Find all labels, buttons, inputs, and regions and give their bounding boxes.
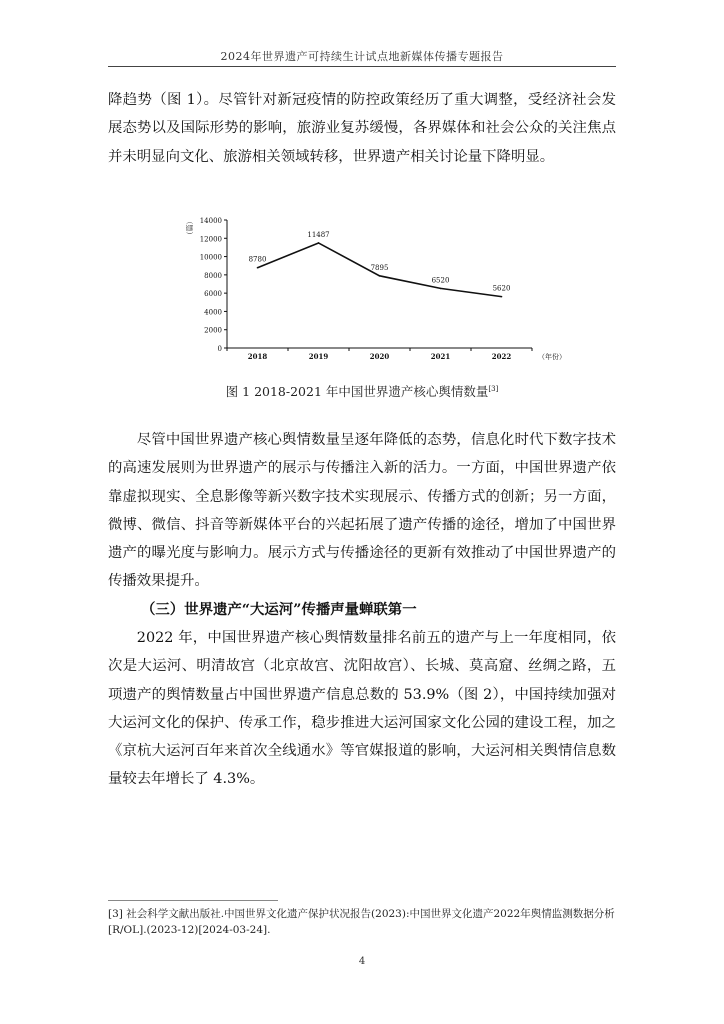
data-point [440, 288, 442, 290]
line-chart [180, 208, 566, 366]
body-paragraph-1: 降趋势（图 1）。尽管针对新冠疫情的防控政策经历了重大调整，受经济社会发展态势以及国际形势的影响，旅游业复苏缓慢，各界媒体和社会公众的关注焦点并未明显向文化、旅游相关领域转移，世界遗产相关讨论量下降明显。 [108, 92, 616, 165]
body-paragraph-3: 2022 年，中国世界遗产核心舆情数量排名前五的遗产与上一年度相同，依次是大运河、明清故宫（北京故宫、沈阳故宫）、长城、莫高窟、丝绸之路，五项遗产的舆情数量占中国世界遗产信息总数的 53.9%（图 2），中国持续加强对大运河文化的保护、传承工作，稳步推进大运河国家文化公园的建设工程，加之《京杭大运河百年来首次全线通水》等官媒报道的影响，大运河相关舆情信息数量较去年增长了 4.3%。 [108, 630, 616, 788]
figure-caption [108, 382, 616, 400]
footnote-divider [108, 900, 278, 901]
x-axis [227, 348, 566, 361]
body-paragraph-2: 尽管中国世界遗产核心舆情数量呈逐年降低的态势，信息化时代下数字技术的高速发展则为世界遗产的展示与传播注入新的活力。一方面，中国世界遗产依靠虚拟现实、全息影像等新兴数字技术实现展示、传播方式的创新；另一方面，微博、微信、抖音等新媒体平台的兴起拓展了遗产传播的途径，增加了中国世界遗产的曝光度与影响力。展示方式与传播途径的更新有效推动了中国世界遗产的传播效果提升。 [108, 432, 616, 590]
data-point [257, 267, 259, 269]
data-label: 7895 [370, 263, 389, 272]
data-point [501, 296, 503, 298]
data-point [379, 275, 381, 277]
x-tick-label: 2021 [430, 352, 451, 361]
running-header: 2024年世界遗产可持续生计试点地新媒体传播专题报告 [220, 50, 504, 63]
page-number: 4 [358, 956, 366, 967]
x-tick-label: 2020 [369, 352, 390, 361]
x-tick-label: 2022 [491, 352, 512, 361]
data-label: 8780 [248, 255, 267, 264]
y-tick-label: 6000 [204, 290, 222, 299]
header-divider [108, 66, 616, 67]
data-label: 5620 [492, 284, 511, 293]
section-heading: （三）世界遗产“大运河”传播声量蝉联第一 [141, 601, 417, 618]
footnote: [3] 社会科学文献出版社.中国世界文化遗产保护状况报告(2023):中国世界文化遗产2022年舆情监测数据分析[R/OL].(2023-12)[2024-03-24]. [108, 908, 615, 936]
y-tick-label: 14000 [199, 217, 222, 225]
series-line-group [249, 231, 511, 297]
y-tick-label: 2000 [204, 326, 222, 335]
y-tick-label: 4000 [204, 308, 222, 317]
figure-caption-text: 图 1 2018-2021 年中国世界遗产核心舆情数量 [225, 384, 489, 399]
figure-caption-ref: [3] [488, 384, 499, 393]
data-label: 11487 [307, 230, 330, 239]
data-label: 6520 [431, 276, 450, 285]
data-point [318, 242, 320, 244]
x-tick-label: 2019 [308, 352, 329, 361]
y-tick-label: 10000 [199, 253, 222, 262]
y-tick-label: 12000 [199, 235, 222, 244]
y-axis [185, 217, 227, 353]
y-axis-label: （篇） [186, 217, 194, 239]
y-tick-label: 8000 [204, 271, 222, 280]
x-tick-label: 2018 [247, 352, 268, 361]
y-tick-label: 0 [217, 345, 222, 353]
x-axis-label: （年份） [538, 353, 566, 361]
